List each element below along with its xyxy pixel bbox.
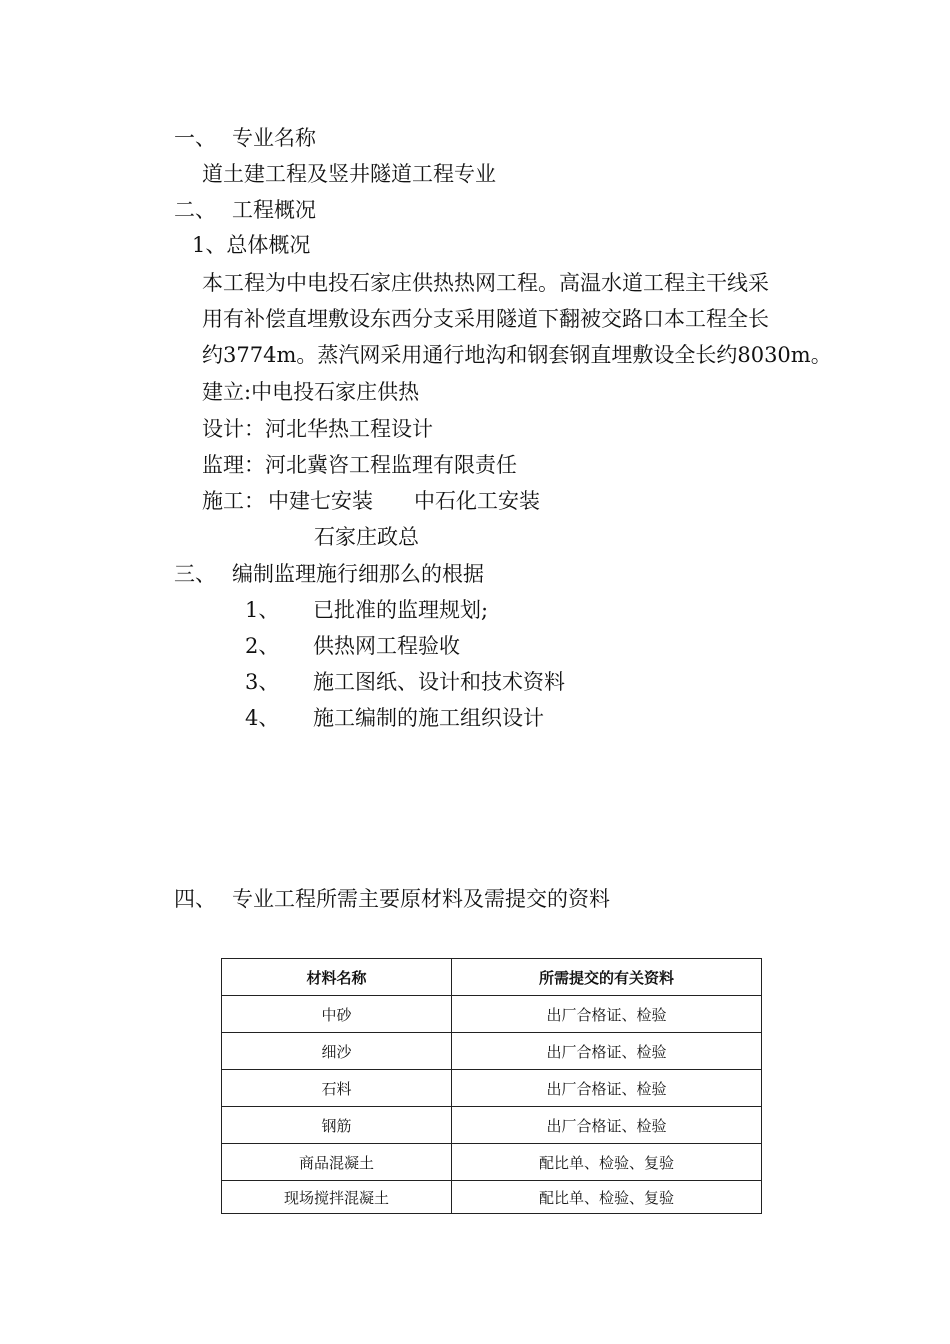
docs-cell: 出厂合格证、检验 — [452, 1107, 762, 1144]
section-4-title: 专业工程所需主要原材料及需提交的资料 — [232, 887, 610, 911]
docs-cell: 出厂合格证、检验 — [452, 1033, 762, 1070]
table-row — [222, 1107, 762, 1144]
table-row — [222, 1070, 762, 1107]
section-2-title: 工程概况 — [232, 198, 316, 222]
basis-item-text: 已批准的监理规划; — [313, 598, 489, 622]
design-line: 设计：河北华热工程设计 — [202, 417, 433, 441]
construction-label: 施工： — [202, 489, 265, 513]
paragraph-line: 约3774m。蒸汽网采用通行地沟和钢套钢直埋敷设全长约8030m。 — [202, 343, 832, 367]
material-cell: 钢筋 — [222, 1107, 452, 1144]
section-1-title: 专业名称 — [232, 126, 316, 150]
section-3-title: 编制监理施行细那么的根据 — [232, 562, 484, 586]
basis-item-text: 施工图纸、设计和技术资料 — [313, 670, 565, 694]
basis-item-text: 供热网工程验收 — [313, 634, 460, 658]
material-cell: 石料 — [222, 1070, 452, 1107]
section-1-body: 道土建工程及竖井隧道工程专业 — [202, 162, 496, 186]
table-header-row — [222, 959, 762, 996]
table-row — [222, 1181, 762, 1214]
material-cell: 商品混凝土 — [222, 1144, 452, 1181]
header-required-docs: 所需提交的有关资料 — [452, 959, 762, 996]
header-material-name: 材料名称 — [222, 959, 452, 996]
basis-item-number: 1、 — [245, 598, 280, 622]
construction-contractor-a: 中建七安装 — [268, 489, 373, 513]
project-overview-paragraph — [202, 265, 852, 373]
supervision-line: 监理：河北冀咨工程监理有限责任 — [202, 453, 517, 477]
table-row — [222, 1033, 762, 1070]
table-row — [222, 996, 762, 1033]
section-2-subtitle: 1、总体概况 — [192, 233, 311, 257]
paragraph-line: 本工程为中电投石家庄供热热网工程。高温水道工程主干线采 — [202, 271, 769, 295]
docs-cell: 出厂合格证、检验 — [452, 996, 762, 1033]
section-3-number: 三、 — [174, 562, 216, 586]
paragraph-line: 用有补偿直埋敷设东西分支采用隧道下翻被交路口本工程全长 — [202, 307, 769, 331]
material-cell: 细沙 — [222, 1033, 452, 1070]
construction-contractor-c: 石家庄政总 — [314, 525, 419, 549]
docs-cell: 配比单、检验、复验 — [452, 1181, 762, 1214]
material-cell: 现场搅拌混凝土 — [222, 1181, 452, 1214]
basis-item-number: 3、 — [245, 670, 280, 694]
section-4-number: 四、 — [174, 887, 216, 911]
basis-item-text: 施工编制的施工组织设计 — [313, 706, 544, 730]
docs-cell: 出厂合格证、检验 — [452, 1070, 762, 1107]
basis-item-number: 4、 — [245, 706, 280, 730]
section-1-number: 一、 — [174, 126, 216, 150]
basis-item-number: 2、 — [245, 634, 280, 658]
docs-cell: 配比单、检验、复验 — [452, 1144, 762, 1181]
section-2-number: 二、 — [174, 198, 216, 222]
table-row — [222, 1144, 762, 1181]
builder-line: 建立:中电投石家庄供热 — [202, 380, 420, 404]
materials-table — [221, 958, 762, 1214]
material-cell: 中砂 — [222, 996, 452, 1033]
construction-contractor-b: 中石化工安装 — [414, 489, 540, 513]
